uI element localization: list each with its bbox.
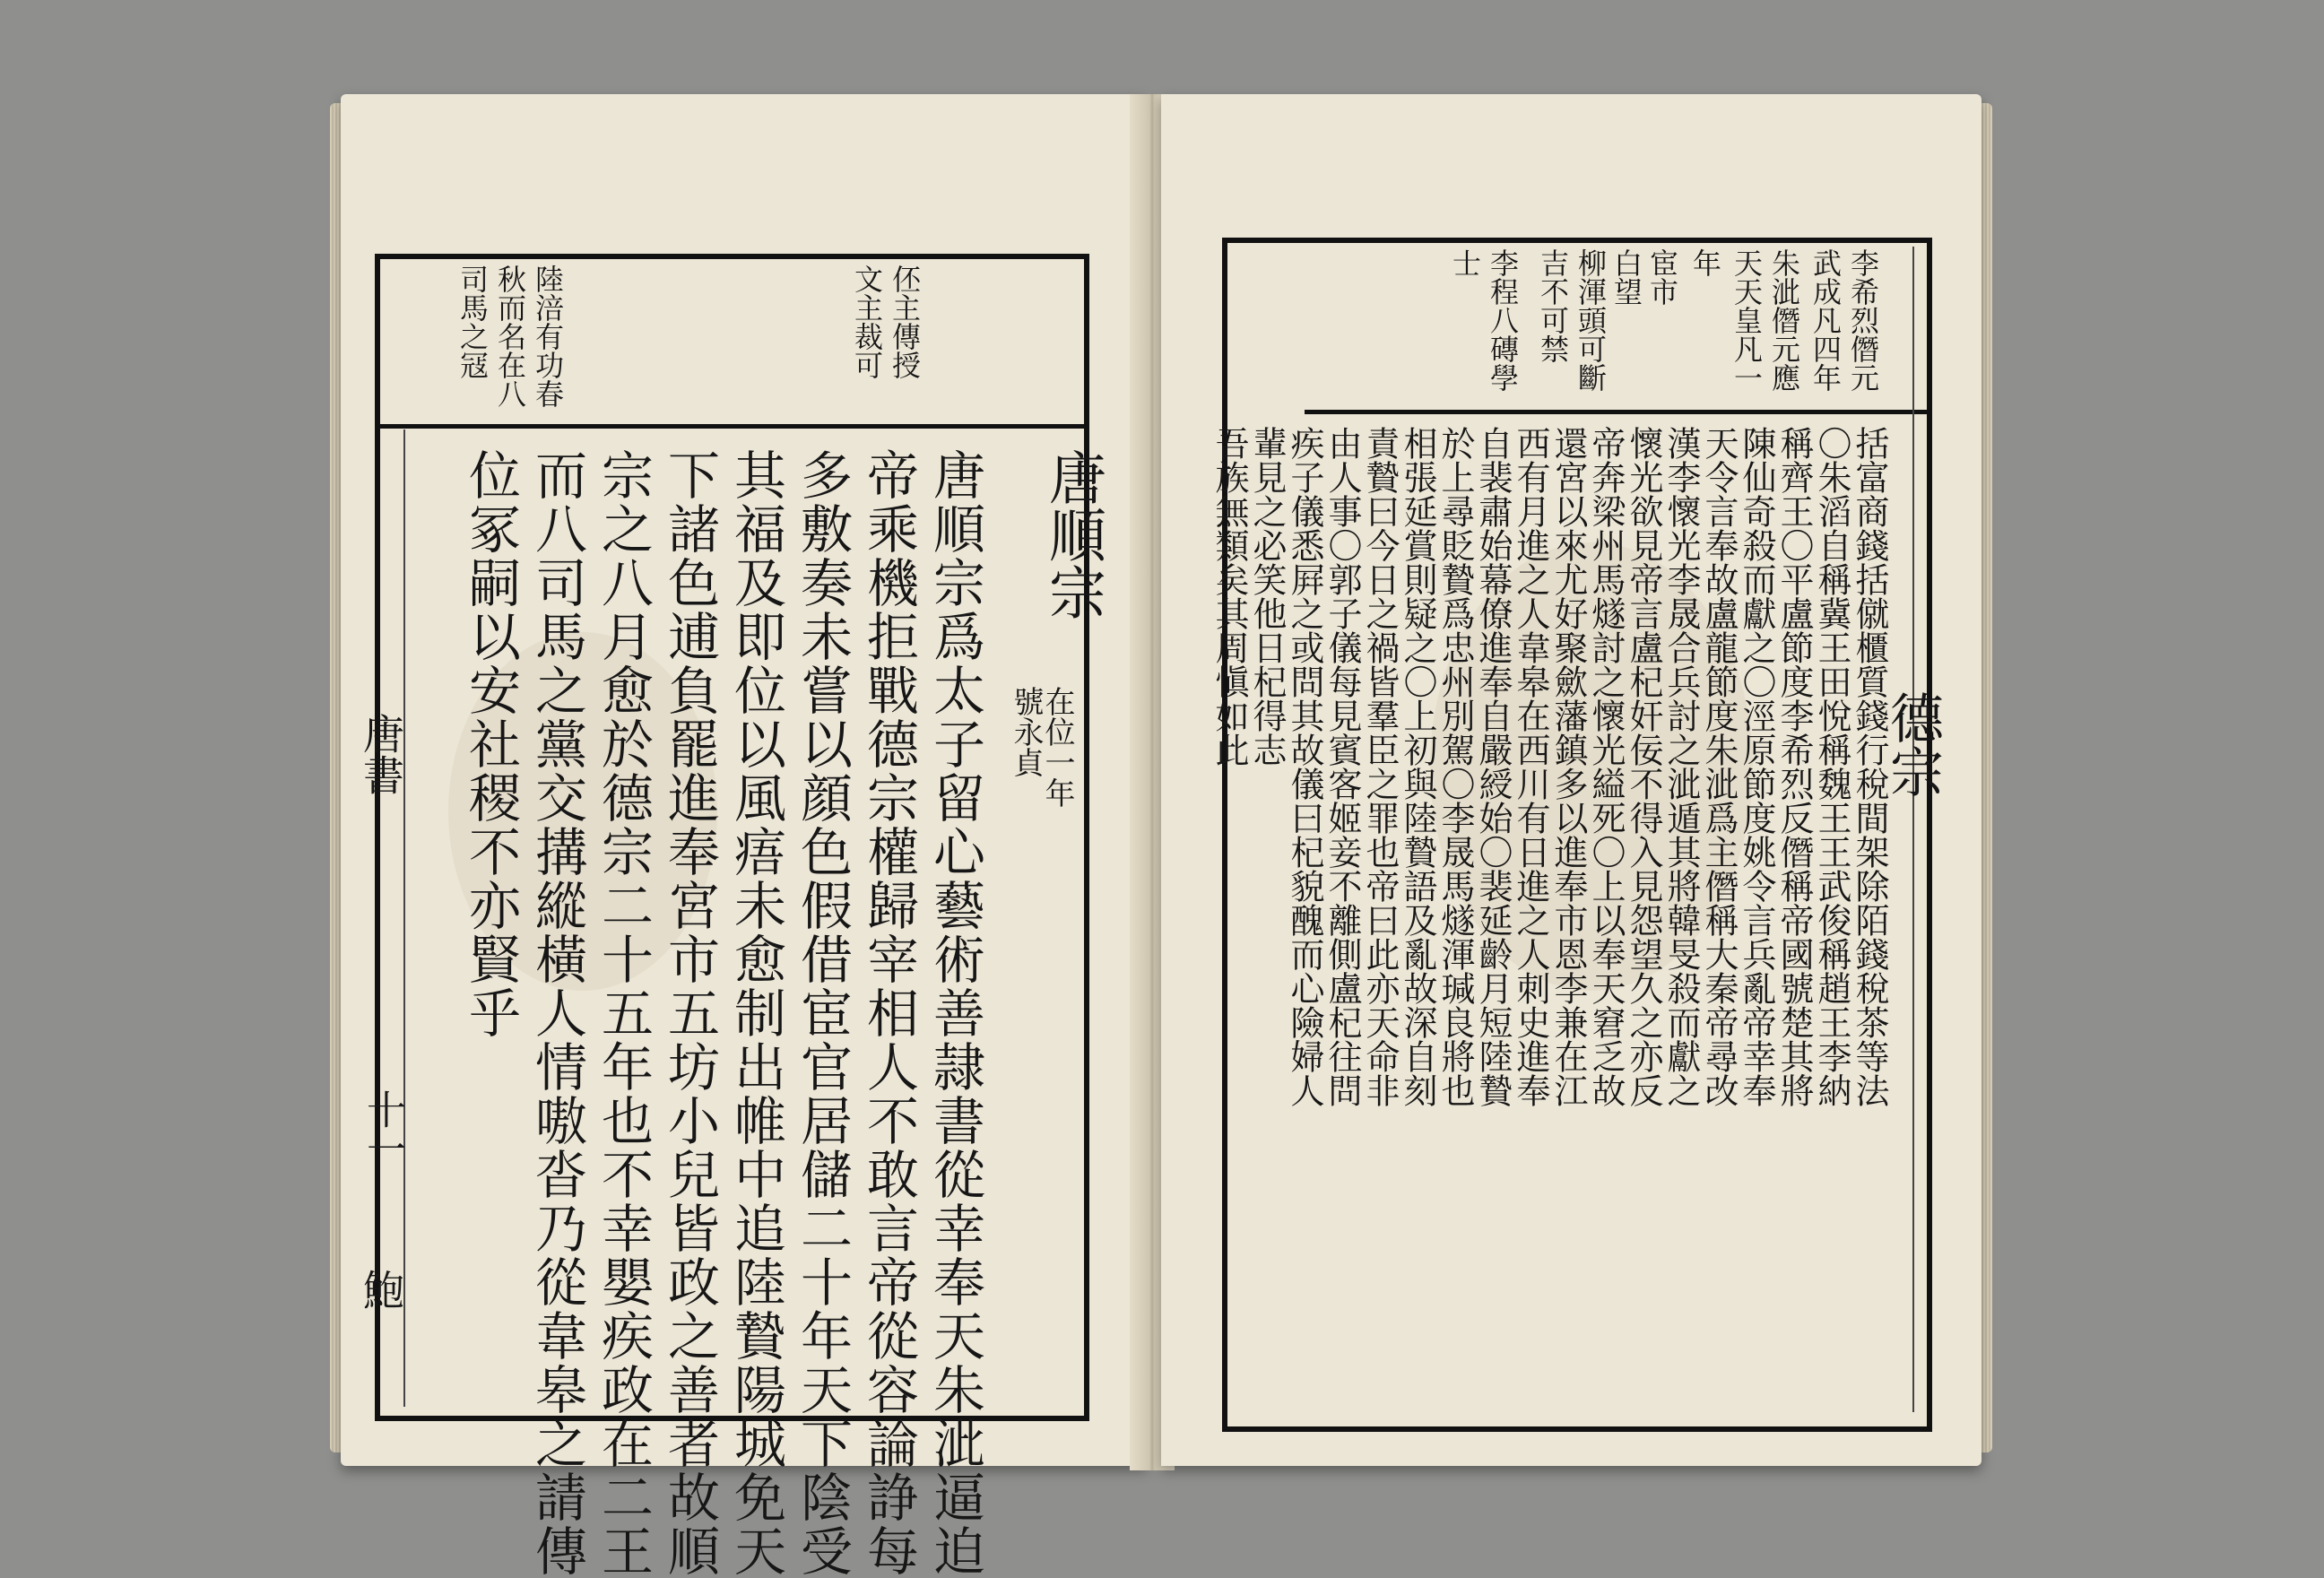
left-body-col-5: 下諸色逋負罷進奉宮市五坊小兒皆政之善者故順	[659, 448, 720, 1578]
right-body-col-5: 天令言奉故盧龍節度朱泚爲主僭稱大秦帝尋改	[1699, 426, 1739, 1107]
right-body-col-11: 自裴肅始幕僚進奉自嚴綬始〇裴延齡月短陸贄	[1473, 426, 1513, 1107]
right-note-5: 年	[1688, 248, 1722, 277]
right-body-col-4: 陳仙奇殺而獻之〇涇原節度姚令言兵亂帝幸奉	[1737, 426, 1776, 1107]
left-body-col-8: 位冢嗣以安社稷不亦賢乎	[460, 448, 521, 1040]
right-body-col-14: 責贄曰今日之禍皆羣臣之罪也帝曰此亦天命非	[1360, 426, 1400, 1107]
right-page	[1161, 94, 1981, 1466]
right-body-col-12: 於上尋貶贄爲忠州別駕〇李晟馬燧渾瑊良將也	[1435, 426, 1475, 1107]
left-note-5: 司馬之冦	[455, 264, 490, 379]
left-body-col-4: 其福及即位以風痦未愈制出帷中追陸贄陽城免天	[725, 448, 786, 1578]
right-note-divider	[1305, 410, 1932, 414]
right-note-11: 士	[1448, 248, 1482, 277]
left-note-1: 伾主傳授	[888, 264, 922, 379]
left-body-col-2: 帝乘機拒戰德宗權歸宰相人不敢言帝從容論諍每	[858, 448, 919, 1578]
left-note-2: 文主裁可	[850, 264, 884, 379]
left-body-col-3: 多敷奏未嘗以顔色假借宦官居儲二十年天下陰受	[792, 448, 853, 1578]
right-body-col-17: 輩見之必笑他日杞得志	[1247, 426, 1287, 767]
left-body-col-1: 唐順宗爲太子留心藝術善隷書從幸奉天朱泚逼迫	[924, 448, 985, 1578]
right-note-7: 白望	[1609, 248, 1643, 306]
right-heading: 德宗	[1881, 690, 1944, 798]
open-book	[341, 94, 1981, 1578]
left-note-4: 秋而名在八	[493, 264, 527, 408]
right-margin-rule	[1912, 247, 1914, 1412]
right-body-col-7: 懷光欲見帝言盧杞奸佞不得入見怨望久之亦反	[1624, 426, 1663, 1107]
left-margin-title: 唐書	[357, 713, 405, 795]
right-body-col-16: 疾子儀悉屛之或問其故儀曰杞貌醜而心險婦人	[1285, 426, 1324, 1107]
left-title: 唐順宗	[1039, 448, 1106, 620]
right-body-col-6: 漢李懷光李晟合兵討之泚遁其將韓旻殺而獻之	[1661, 426, 1701, 1107]
right-body-col-13: 相張延賞則疑之〇上初與陸贄語及亂故深自刻	[1398, 426, 1437, 1107]
right-body-col-3: 稱齊王〇平盧節度李希烈反僭稱帝國號楚其將	[1774, 426, 1814, 1107]
left-body-col-7: 而八司馬之黨交搆縱橫人情嗷沓乃從韋皋之請傳	[526, 448, 587, 1578]
right-body-col-9: 還宮以來尤好聚歛藩鎮多以進奉市恩李兼在江	[1548, 426, 1588, 1107]
left-note-divider	[375, 424, 1089, 429]
right-note-3: 朱泚僭元應	[1767, 248, 1801, 392]
right-body-col-10: 西有月進之人韋皋在西川有日進之人刺史進奉	[1511, 426, 1550, 1107]
right-note-10: 李程八磚學	[1486, 248, 1520, 392]
left-title-note: 在位一年	[1039, 686, 1075, 808]
left-title-note-2: 號永貞	[1008, 686, 1044, 777]
right-body-col-1: 括富商錢括僦櫃質錢行稅間架除陌錢稅茶等法	[1850, 426, 1889, 1107]
right-note-1: 李希烈僭元	[1846, 248, 1880, 392]
left-margin-page: 十一	[360, 1089, 405, 1168]
right-note-6: 宦市	[1645, 248, 1679, 306]
right-note-2: 武成凡四年	[1808, 248, 1843, 392]
left-margin-mark: 鮑	[357, 1269, 405, 1310]
right-note-4: 天天皇凡一	[1730, 248, 1764, 392]
left-margin-rule	[403, 429, 405, 1407]
right-note-8: 柳渾頭可斷	[1574, 248, 1608, 392]
right-body-col-8: 帝奔梁州馬燧討之懷光縊死〇上以奉天窘乏故	[1586, 426, 1626, 1107]
left-note-3: 陸涪有功春	[531, 264, 565, 408]
left-page	[341, 94, 1148, 1578]
right-body-col-15: 由人事〇郭子儀每見賓客姬妾不離側盧杞往問	[1322, 426, 1362, 1107]
right-body-col-2: 〇朱滔自稱冀王田悅稱魏王王武俊稱趙王李納	[1812, 426, 1851, 1107]
right-note-9: 吉不可禁	[1536, 248, 1570, 363]
left-body-col-6: 宗之八月愈於德宗二十五年也不幸嬰疾政在二王	[593, 448, 654, 1578]
right-body-col-18: 吾族無類矣其周愼如此	[1210, 426, 1249, 767]
